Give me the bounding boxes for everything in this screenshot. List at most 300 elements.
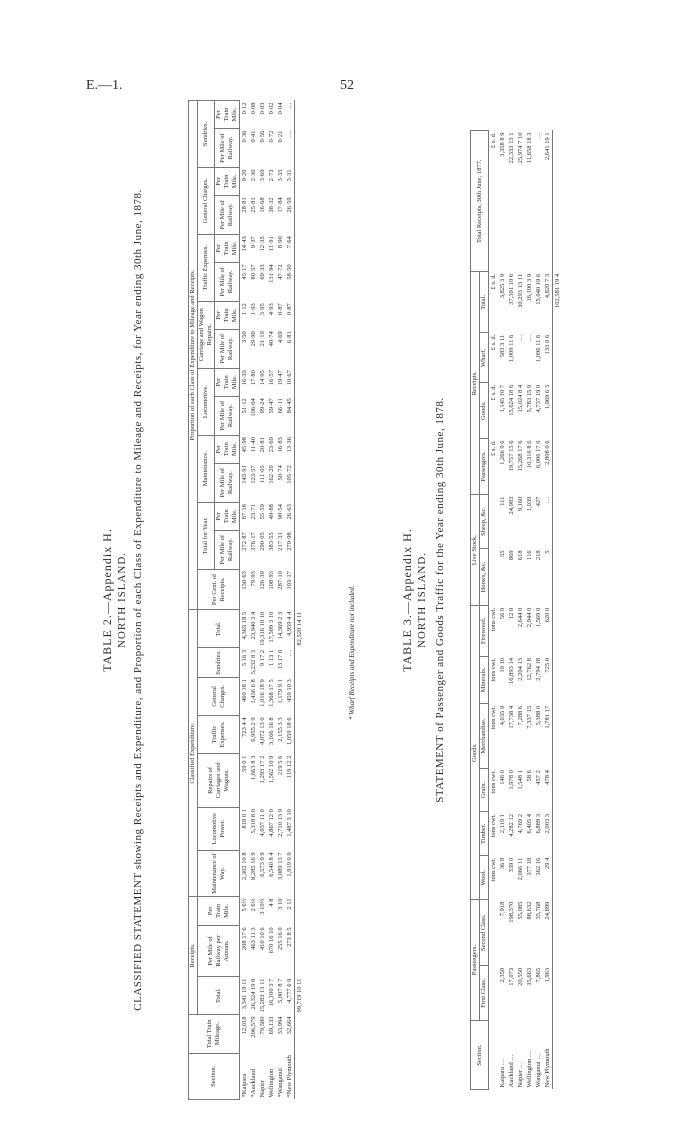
table3-cell: 25,974 7 10 (517, 132, 524, 164)
table3-cell: 7,337 15 (526, 705, 533, 729)
table2-cell: 90·54 (277, 504, 284, 520)
table3-cell: 56 0 (499, 607, 506, 620)
table2-cell: 4,959 4 4 (286, 611, 293, 637)
table2-cell: 376·17 (250, 532, 257, 551)
col-per-train-mile: Per Train Mile. (198, 897, 240, 926)
table3 (470, 130, 562, 1090)
table3-cell: 4,820 7 3 (544, 273, 551, 299)
table2-cell: 290·05 (259, 532, 266, 551)
col-section: Section. (471, 1021, 489, 1090)
table2-cell: 3,089 13 7 (277, 852, 284, 880)
col-exp-total: Total. (198, 610, 240, 648)
table2-cell: 1 13 1 (268, 649, 275, 667)
table2-cell: 23,940 3 4 (250, 611, 257, 640)
col-r-goods: Goods. (480, 383, 489, 439)
table2-cell: 11·91 (268, 236, 275, 252)
table3-unit-cell: £ s. d. (490, 132, 497, 149)
table2-cell: 105·72 (286, 465, 293, 484)
table2-cell: 1,368 17 5 (268, 679, 275, 707)
table2-section-cell: *Auckland (250, 1068, 257, 1098)
table3-cell: 869 (508, 550, 515, 561)
table3-total-spacer (553, 131, 563, 272)
col-train-mileage: Total Train Mileage. (189, 1014, 240, 1053)
table2-cell: 143·91 (241, 465, 248, 484)
table3-cell: 5 (544, 550, 551, 554)
table3-cell: 4,035 9 (499, 705, 506, 726)
col-firewood: Firewood. (480, 606, 489, 656)
col-wool: Wool. (480, 856, 489, 900)
table2-cell: 2,710 13 9 (277, 809, 284, 837)
table2-cell: 13·36 (286, 437, 293, 453)
table2-cell: 2,302 10 8 (241, 852, 248, 880)
table2-cell: 23·69 (268, 437, 275, 453)
table2-cell: 0·02 (268, 102, 275, 115)
table3-cell: 4,737 19 0 (535, 384, 542, 413)
table2-cell: 1,436 6 8 (250, 679, 257, 704)
table2-cell: 1·93 (250, 303, 257, 316)
col-p-general: General Charges. (198, 167, 215, 234)
table3-row (525, 131, 534, 1090)
col-per-mile-railway: Per Mile of Railway per Annum. (198, 925, 240, 976)
table2-cell: 460 18 1 (241, 679, 248, 703)
table2-section-cell: *New Plymouth (286, 1055, 293, 1098)
table3-units-row (489, 131, 499, 1090)
table2 (188, 100, 304, 1100)
table3-cell: 12,762 8 (526, 658, 533, 681)
table2-cell: 3·50 (241, 331, 248, 344)
table2-cell: 0·72 (268, 130, 275, 143)
table2-cell: 51·12 (241, 398, 248, 414)
table2-cell: 3·69 (259, 169, 266, 182)
table2-cell: 66·11 (277, 398, 284, 414)
table3-cell: 15,268 17 6 (517, 440, 524, 472)
table3-unit-cell: £ s. d. (490, 440, 497, 457)
group-proportion: Proportion of each Class of Expenditure to Mileage and Receipts. (189, 101, 198, 610)
table2-cell: 5,232 8 3 (250, 649, 257, 675)
col-receipts-total: Total. (198, 977, 240, 1015)
table2-total-expenditure: 82,520 14 11 (295, 610, 305, 648)
group-livestock: Live Stock. (471, 495, 480, 606)
col-r-total: Total. (480, 272, 489, 333)
rotated-page (100, 100, 660, 1100)
table2-title: TABLE 2.—Appendix H. (100, 528, 114, 672)
table3-cell: 478 4 (544, 770, 551, 785)
table2-cell: 47·72 (277, 264, 284, 280)
col-p-loco: Locomotive. (198, 368, 215, 435)
table3-cell: 7,288 6 (517, 705, 524, 726)
table2-cell: 9·37 (250, 236, 257, 249)
table2-cell: 29·90 (250, 331, 257, 347)
sub-per-mile: Per Mile of Railway. (215, 195, 240, 234)
table3-cell: 24,899 (544, 901, 551, 920)
sub-per-train: Per Train Mile. (215, 167, 240, 195)
group-goods: Goods. (471, 606, 480, 900)
table3-cell: 24,983 (508, 496, 515, 515)
table3-unit-cell (489, 900, 499, 966)
col-sundries: Sundries. (198, 648, 240, 677)
table2-cell: 19·47 (277, 370, 284, 386)
col-repairs: Repairs of Carriages and Wagons. (198, 754, 240, 807)
table2-cell: 0·21 (277, 130, 284, 143)
table2-row (240, 101, 250, 1100)
table2-cell: 10·67 (286, 370, 293, 386)
table2-row (258, 101, 267, 1100)
table3-cell: 19,757 15 6 (508, 440, 515, 472)
table2-cell: 2 6½ (250, 898, 257, 912)
table3-section-cell: Kaipara … (499, 1058, 506, 1088)
table2-cell: 818 0 1 (241, 809, 248, 829)
table3-unit-cell: £ s. d. (490, 334, 497, 351)
table3-unit-cell: tons cwt. (490, 607, 497, 632)
table3-unit-cell (489, 495, 499, 549)
table3-unit-cell: tons cwt. (490, 857, 497, 882)
col-second: Second Class. (480, 900, 489, 966)
table3-title: TABLE 3.—Appendix H. (400, 528, 414, 672)
table2-cell: 123·57 (250, 465, 257, 484)
table2-cell: 383·55 (268, 532, 275, 551)
table2-cell: 0·04 (277, 102, 284, 115)
table3-cell: 1,969 6 3 (544, 384, 551, 410)
table2-cell: 38·32 (268, 197, 275, 213)
table2-cell: 206,579 (250, 1016, 257, 1038)
table2-cell: 6,540 8 4 (268, 852, 275, 877)
table2-cell: 25·81 (250, 197, 257, 213)
table3-cell: 457 2 (535, 770, 542, 785)
table2-cell: 23·71 (250, 504, 257, 520)
table3-cell: 19 10 (499, 658, 506, 673)
table3-cell: 1,569 0 (535, 607, 542, 628)
table3-cell: 2,066 11 (517, 857, 524, 881)
table3-cell: 2,003 3 (544, 813, 551, 834)
table3-cell: 3,825 3 9 (499, 273, 506, 299)
table2-cell: 45·17 (241, 264, 248, 280)
table2-cell: 40·74 (268, 331, 275, 347)
table2-cell: 5 16 3 (241, 649, 248, 667)
table3-cell: 58 6 (526, 770, 533, 782)
table2-cell: 2·30 (250, 169, 257, 182)
table3-cell: 1,963 (544, 967, 551, 983)
table2-total-spacer (295, 1014, 305, 1053)
table3-cell: 1,039 (526, 496, 533, 512)
col-maintenance: Maintenance of Way. (198, 850, 240, 896)
table3-cell: … (517, 334, 524, 342)
table2-cell: 0·87 (277, 303, 284, 316)
table3-unit-cell: £ s. d. (490, 384, 497, 401)
col-r-passengers: Passengers. (480, 439, 489, 495)
sub-per-train: Per Train Mile. (215, 101, 240, 129)
table2-cell: 3 10½ (259, 898, 266, 915)
table2-cell: 26·63 (286, 504, 293, 520)
col-p-maint: Maintenance. (198, 435, 215, 502)
table2-cell: 0·41 (250, 130, 257, 143)
table2-cell: 1,487 3 10 (286, 809, 293, 837)
table2-cell: 58·50 (286, 264, 293, 280)
table2-row (249, 101, 258, 1100)
sub-per-mile: Per Mile of Railway. (215, 396, 240, 435)
table3-cell: … (544, 496, 551, 504)
table3-cell: 3,358 8 9 (499, 132, 506, 157)
col-merchandise: Merchandise. (480, 704, 489, 768)
table2-cell: 208 17 6 (241, 927, 248, 951)
table3-unit-cell: tons cwt. (490, 705, 497, 730)
table2-cell: 3,341 19 11 (241, 978, 248, 1010)
table2-cell: 6,573 9 9 (259, 852, 266, 877)
table2-cell: 79·93 (250, 571, 257, 587)
table2-cell: 2·73 (268, 169, 275, 182)
col-sheep: Sheep, &c. (480, 495, 489, 549)
table2-cell: 5,007 8 7 (277, 978, 284, 1003)
table2-cell: 410 10 6 (259, 927, 266, 951)
table2-cell: 217·31 (277, 532, 284, 551)
table3-cell: 725 0 (544, 658, 551, 673)
table2-cell: 16·33 (241, 370, 248, 386)
table2-cell: 7·64 (286, 236, 293, 249)
table2-cell: 16·57 (268, 370, 275, 386)
table2-cell: 0·36 (241, 130, 248, 143)
group-receipts: Receipts. (189, 897, 198, 1015)
table3-section-cell: Auckland … (508, 1054, 515, 1088)
table3-cell: 133 0 6 (544, 334, 551, 355)
sub-per-mile: Per Mile of Railway. (215, 329, 240, 368)
table2-cell: … (286, 130, 293, 138)
table3-row (507, 131, 516, 1090)
table2-cell: 13 17 0 (277, 649, 284, 670)
table2-cell: 17·80 (250, 370, 257, 386)
table3-cell: 15,040 19 6 (535, 273, 542, 305)
table3-section-cell: New Plymouth (544, 1048, 551, 1088)
table3-cell: 15,624 18 6 (508, 384, 515, 416)
table3-cell: 583 3 11 (499, 334, 506, 358)
table2-cell: 33,994 (277, 1016, 284, 1035)
table2-cell: 3·31 (286, 169, 293, 182)
table3-cell: 1,009 11 6 (508, 334, 515, 363)
table3-cell: 2,944 0 (526, 607, 533, 628)
table3-unit-cell: tons cwt. (490, 658, 497, 682)
table3-unit-cell (489, 548, 499, 605)
table2-cell: 16·83 (277, 437, 284, 453)
table3-cell: 17,738 4 (508, 705, 515, 729)
sub-per-mile: Per Mile of Railway. (215, 463, 240, 502)
table2-cell: 106·04 (250, 398, 257, 417)
table3-cell: 37,391 10 6 (508, 273, 515, 305)
col-total-1877: Total Receipts, 30th June, 1877. (471, 131, 489, 272)
table3-section-cell: Napier … (517, 1061, 524, 1088)
col-horses: Horses, &c. (480, 548, 489, 605)
table2-cell: 16,100 3 7 (268, 978, 275, 1007)
table2-cell: 3 10 (277, 898, 284, 910)
table3-section-cell: Wanganui … (535, 1053, 542, 1088)
table3-caption: STATEMENT of Passenger and Goods Traffic for the Year ending 30th June, 1878. (434, 397, 446, 803)
table2-cell: 9·20 (241, 169, 248, 182)
table3-cell: 198,370 (508, 901, 515, 923)
table2-cell: 3,166 16 8 (268, 717, 275, 746)
sub-per-train: Per Train Mile. (215, 301, 240, 329)
table2-cell: 45·98 (241, 437, 248, 453)
page-number: 52 (340, 78, 354, 93)
table2-cell: 80·57 (250, 264, 257, 280)
table3-total-spacer (553, 333, 563, 1090)
table2-cell: 55·59 (259, 504, 266, 520)
table2-row (267, 101, 276, 1100)
table2-cell: 108·93 (268, 571, 275, 590)
table2-cell: 131·94 (268, 264, 275, 283)
table2-cell: 6,955 2 9 (250, 717, 257, 742)
table2-cell: 255 16 0 (277, 927, 284, 951)
table2-section-cell: Napier (259, 1079, 266, 1098)
table2-cell: 1·12 (241, 303, 248, 316)
table2-cell: 17·84 (277, 197, 284, 213)
table2-cell: 4,037 11 0 (259, 809, 266, 837)
table2-cell: 5 6½ (241, 898, 248, 912)
table2-cell: … (286, 102, 293, 109)
table2-cell: 1,562 10 9 (268, 755, 275, 784)
table3-cell: 35,663 (526, 967, 533, 986)
table2-cell: 279·98 (286, 532, 293, 551)
table2-cell: 1,919 0 9 (286, 852, 293, 877)
table3-row (543, 131, 553, 1090)
table2-caption: CLASSIFIED STATEMENT showing Receipts and Expenditure, and Proportion of each Class of Expenditure to Mileage and Receipts, for Year ending 30th June, 1878. (132, 189, 144, 1011)
table3-cell: 6,006 17 0 (535, 440, 542, 469)
table2-cell: 50·74 (277, 465, 284, 481)
table2-total-spacer (295, 648, 305, 977)
table3-cell: 30,293 13 11 (517, 273, 524, 308)
table2-cell: 6·81 (286, 331, 293, 344)
table3-cell: 111 (499, 496, 506, 506)
table2-row (276, 101, 285, 1100)
table3-cell: 2,119 1 (499, 813, 506, 834)
group-receipts: Receipts. (471, 272, 480, 495)
table2-section-cell: *Wanganui (277, 1068, 284, 1098)
col-general: General Charges. (198, 677, 240, 715)
table2-cell: 49·88 (268, 504, 275, 520)
table2-cell: 1,179 9 1 (277, 679, 284, 704)
table2-cell: 273 8 5 (286, 927, 293, 947)
sub-per-train: Per Train Mile. (215, 368, 240, 396)
table2-cell: 11·40 (250, 437, 257, 453)
table2-cell: 0·03 (259, 102, 266, 115)
group-passengers: Passengers. (471, 900, 480, 1021)
table2-total-spacer (295, 1053, 305, 1099)
table2-cell: 4 8 (268, 898, 275, 907)
table3-cell: 4,769 2 (517, 813, 524, 834)
table2-cell: 4,365 18 5 (241, 611, 248, 640)
table3-cell: 5,388 0 (535, 705, 542, 726)
table3-cell: 1,266 9 6 (499, 440, 506, 465)
sub-per-mile: Per Mile of Railway. (215, 530, 240, 569)
table2-cell: 69,133 (268, 1016, 275, 1035)
group-expenditure: Classified Expenditure. (189, 610, 198, 897)
table2-cell: 463 11 3 (250, 927, 257, 950)
table3-section-cell: Wellington … (526, 1050, 533, 1088)
table2-cell: 287·10 (277, 571, 284, 590)
table2-cell: 0·56 (259, 130, 266, 143)
table3-cell: 11,658 18 3 (526, 132, 533, 164)
table2-cell: 103·17 (286, 571, 293, 590)
table2-section-cell: *Kaipara (241, 1073, 248, 1098)
table3-cell: 339 0 (508, 857, 515, 873)
table3-cell: 5,783 15 9 (526, 384, 533, 413)
table2-cell: 1,663 8 3 (250, 755, 257, 781)
table3-unit-cell: tons cwt. (490, 813, 497, 838)
table3-cell: 362 16 (535, 857, 542, 876)
table2-cell: 130·63 (241, 571, 248, 590)
table2-cell: 4,867 12 0 (268, 809, 275, 837)
table3-cell: 17,073 (508, 967, 515, 986)
table2-cell: 15,283 13 11 (259, 978, 266, 1013)
table3-row (516, 131, 525, 1090)
table3-cell: 116 (526, 550, 533, 560)
table2-cell: 26,324 19 0 (250, 978, 257, 1010)
table3-cell: 55 (499, 550, 506, 557)
table2-row (285, 101, 295, 1100)
table2-cell: 8·90 (277, 236, 284, 249)
table2-cell: 1,293 17 2 (259, 755, 266, 784)
table2-cell: 14,369 2 3 (277, 611, 284, 640)
table3-cell: … (535, 132, 542, 139)
table3-cell: 377 18 (526, 857, 533, 876)
table3-cell: 35,768 (535, 901, 542, 920)
col-timber: Timber. (480, 812, 489, 856)
table3-cell: 2,641 19 1 (544, 132, 551, 161)
table3-cell: 9,160 (517, 496, 524, 512)
table3-row (498, 131, 507, 1090)
table2-subtitle: NORTH ISLAND. (116, 551, 128, 649)
table2-cell: 459 10 3 (286, 679, 293, 703)
table2-cell: 670 16 10 (268, 927, 275, 954)
table3-cell: 2,808 0 6 (544, 440, 551, 465)
table3-cell: 7,865 (535, 967, 542, 983)
table3-cell: 146 0 (499, 770, 506, 785)
col-p-traffic: Traffic Expenses. (198, 234, 215, 301)
table2-cell: 9 17 2 (259, 649, 266, 667)
table3-cell: 16,893 14 (508, 658, 515, 685)
table2-cell: 3·95 (259, 303, 266, 316)
table3-cell: 1,145 10 7 (499, 384, 506, 413)
sub-per-mile: Per Mile of Railway. (215, 129, 240, 168)
table2-cell: 19,316 10 10 (259, 611, 266, 646)
table2-cell: 59·47 (268, 398, 275, 414)
sub-per-train: Per Train Mile. (215, 502, 240, 530)
table2-cell: 219 5 6 (277, 755, 284, 776)
table2-cell: 126·39 (259, 571, 266, 590)
table3-cell: 2,794 18 (535, 658, 542, 681)
table3-cell: 218 (535, 550, 542, 561)
table2-cell: 79,580 (259, 1016, 266, 1035)
table2-total-spacer (295, 101, 305, 610)
table3-cell: 7,918 (499, 901, 506, 917)
col-total-year: Total for Year. (198, 502, 215, 569)
table3-cell: 2,644 0 (517, 607, 524, 628)
table2-cell: 16·68 (259, 197, 266, 213)
table2-section-cell: Wellington (268, 1068, 275, 1098)
table3-cell: 55,085 (517, 901, 524, 920)
table2-footnote: * Wharf Receipts and Expenditure not included. (348, 585, 356, 720)
table2-cell: 4·69 (277, 331, 284, 344)
table2-cell: 0·87 (286, 303, 293, 316)
table2-cell: 5,318 8 0 (250, 809, 257, 834)
table3-cell: 620 0 (544, 607, 551, 623)
table3-body (489, 131, 553, 1090)
table3-cell: 10,316 8 6 (526, 440, 533, 469)
table3-cell: 1,781 17 (544, 705, 551, 729)
table3-cell: 36 8 (499, 857, 506, 870)
table2-cell: 14·43 (241, 236, 248, 252)
table3-cell: 16,100 3 9 (526, 273, 533, 302)
col-pct-receipts: Per Cent. of Receipts. (198, 569, 240, 610)
table2-cell: 0·12 (241, 102, 248, 115)
table2-cell: 4·93 (268, 303, 275, 316)
table2-cell: 26·59 (286, 197, 293, 213)
